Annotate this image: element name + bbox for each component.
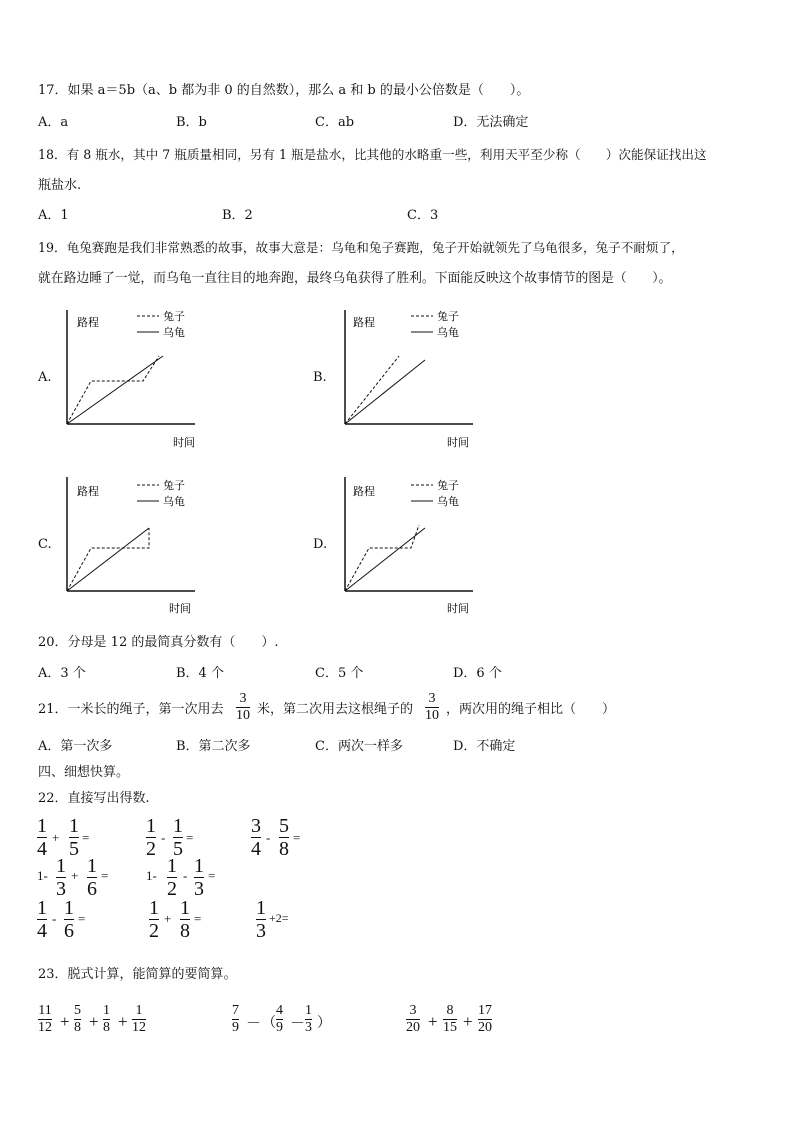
q22-stem: 22．直接写出得数. (38, 791, 150, 806)
q20-option-c: C．5 个 (315, 666, 364, 681)
q21-option-b: B．第二次多 (176, 739, 251, 754)
y-axis-label: 路程 (353, 316, 375, 329)
q18-option-a: A．1 (38, 208, 69, 223)
legend-turtle: 乌龟 (163, 495, 185, 508)
q19-stem-line2: 就在路边睡了一觉，而乌龟一直往目的地奔跑，最终乌龟获得了胜利。下面能反映这个故事情节的图是（ ）。 (38, 271, 672, 286)
graph-a (55, 300, 205, 450)
q21-stem-part2: 米，第二次用去这根绳子的 (257, 702, 414, 717)
turtle-curve (345, 528, 425, 591)
section-4-heading: 四、细想快算。 (38, 765, 130, 780)
q20-option-d: D．6 个 (453, 666, 502, 681)
turtle-curve (67, 356, 163, 424)
x-axis-label: 时间 (447, 436, 469, 449)
q21-option-d: D．不确定 (453, 739, 516, 754)
x-axis-label: 时间 (447, 602, 469, 615)
y-axis-label: 路程 (77, 485, 99, 498)
legend-turtle: 乌龟 (163, 326, 185, 339)
graph-b-label: B. (313, 370, 327, 385)
q17-option-a: A．a (38, 115, 69, 130)
legend-rabbit: 兔子 (437, 310, 459, 323)
y-axis-label: 路程 (353, 485, 375, 498)
graph-d-label: D. (313, 537, 328, 552)
q18-option-b: B．2 (222, 208, 253, 223)
q21-stem-part3: ，两次用的绳子相比（ ） (446, 702, 616, 717)
turtle-curve (67, 528, 149, 591)
x-axis-label: 时间 (173, 436, 195, 449)
x-axis-label: 时间 (169, 602, 191, 615)
q18-option-c: C．3 (407, 208, 439, 223)
graph-a-label: A. (38, 370, 52, 385)
legend-rabbit: 兔子 (163, 479, 185, 492)
q20-option-a: A．3 个 (38, 666, 86, 681)
legend-turtle: 乌龟 (437, 495, 459, 508)
q21-option-c: C．两次一样多 (315, 739, 403, 754)
q17-option-c: C．ab (315, 115, 355, 130)
q18-stem-line2: 瓶盐水. (38, 178, 82, 193)
graph-c-label: C. (38, 537, 52, 552)
q20-stem: 20．分母是 12 的最简真分数有（ ）. (38, 635, 279, 650)
q21-option-a: A．第一次多 (38, 739, 113, 754)
graph-b (333, 300, 483, 450)
y-axis-label: 路程 (77, 316, 99, 329)
q21-fraction-1: 3 10 (236, 691, 250, 723)
legend-rabbit: 兔子 (163, 310, 185, 323)
legend-rabbit: 兔子 (437, 479, 459, 492)
rabbit-curve (345, 525, 419, 591)
q18-stem-line1: 18．有 8 瓶水，其中 7 瓶质量相同，另有 1 瓶是盐水，比其他的水略重一些，利用天平至少称（ ）次能保证找出这 (38, 147, 707, 162)
graph-d (333, 467, 483, 617)
legend-turtle: 乌龟 (437, 326, 459, 339)
q21-stem-part1: 21．一米长的绳子，第一次用去 (38, 702, 224, 717)
q17-stem: 17．如果 a＝5b（a、b 都为非 0 的自然数），那么 a 和 b 的最小公倍数是（ ）。 (38, 83, 530, 98)
turtle-curve (345, 360, 425, 424)
q17-option-b: B．b (176, 115, 207, 130)
q23-stem: 23．脱式计算，能简算的要简算。 (38, 967, 237, 982)
q21-fraction-2: 3 10 (425, 691, 439, 723)
q17-option-d: D．无法确定 (453, 115, 529, 130)
graph-c (55, 467, 205, 617)
rabbit-curve (345, 356, 399, 424)
q20-option-b: B．4 个 (176, 666, 224, 681)
q19-stem-line1: 19．龟兔赛跑是我们非常熟悉的故事，故事大意是：乌龟和兔子赛跑，兔子开始就领先了乌龟很多，兔子不耐烦了， (38, 240, 684, 255)
